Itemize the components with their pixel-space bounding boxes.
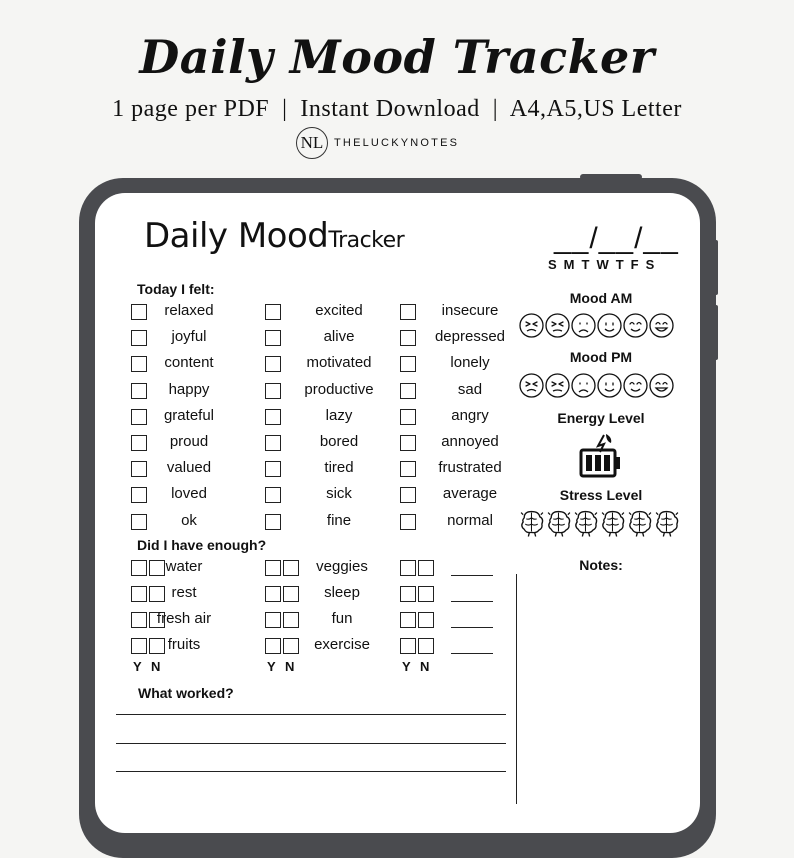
feeling-checkbox[interactable] <box>265 330 281 346</box>
date-field[interactable]: __/__/__ <box>554 222 679 255</box>
feeling-checkbox[interactable] <box>265 304 281 320</box>
mood-pm-label: Mood PM <box>569 349 633 365</box>
yes-column-label: Y <box>267 659 276 674</box>
enough-yes-checkbox[interactable] <box>265 560 281 576</box>
feeling-label: angry <box>451 407 489 424</box>
feeling-label: lonely <box>450 354 490 371</box>
no-column-label: N <box>420 659 430 674</box>
enough-label: exercise <box>314 636 370 653</box>
sad-face-icon[interactable] <box>571 373 596 398</box>
feeling-label: tired <box>324 459 354 476</box>
custom-item-blank[interactable] <box>451 627 493 628</box>
feeling-label: alive <box>323 328 355 345</box>
feeling-checkbox[interactable] <box>400 461 416 477</box>
energy-label: Energy Level <box>557 410 645 426</box>
sad-face-icon[interactable] <box>571 313 596 338</box>
feeling-checkbox[interactable] <box>265 409 281 425</box>
brain-icon[interactable] <box>519 508 545 538</box>
sheet-title: Daily MoodTracker <box>144 216 405 256</box>
very-happy-face-icon[interactable] <box>649 373 674 398</box>
feeling-label: average <box>442 485 498 502</box>
enough-label: fresh air <box>156 610 212 627</box>
feeling-label: content <box>164 354 214 371</box>
feeling-checkbox[interactable] <box>400 304 416 320</box>
no-column-label: N <box>285 659 295 674</box>
feeling-label: bored <box>319 433 359 450</box>
feeling-label: insecure <box>441 302 499 319</box>
feeling-label: lazy <box>325 407 353 424</box>
feeling-label: motivated <box>306 354 372 371</box>
feeling-label: annoyed <box>441 433 499 450</box>
feeling-label: grateful <box>163 407 215 424</box>
feeling-label: depressed <box>434 328 506 345</box>
enough-yes-checkbox[interactable] <box>400 586 416 602</box>
enough-no-checkbox[interactable] <box>418 638 434 654</box>
no-column-label: N <box>151 659 161 674</box>
mood-am-label: Mood AM <box>569 290 633 306</box>
brain-icon[interactable] <box>627 508 653 538</box>
enough-yes-checkbox[interactable] <box>400 560 416 576</box>
mood-pm-faces <box>519 373 674 398</box>
enough-yes-checkbox[interactable] <box>265 586 281 602</box>
enough-no-checkbox[interactable] <box>418 560 434 576</box>
brain-icon[interactable] <box>546 508 572 538</box>
stress-scale <box>519 508 680 538</box>
enough-label: sleep <box>324 584 360 601</box>
enough-label: fun <box>331 610 353 627</box>
feeling-checkbox[interactable] <box>400 487 416 503</box>
feeling-label: excited <box>315 302 363 319</box>
worked-line[interactable] <box>116 743 506 744</box>
brain-icon[interactable] <box>573 508 599 538</box>
feeling-label: proud <box>169 433 209 450</box>
brand <box>296 127 459 159</box>
enough-label: fruits <box>167 636 201 653</box>
frustrated-face-icon[interactable] <box>545 313 570 338</box>
brain-icon[interactable] <box>654 508 680 538</box>
feeling-label: happy <box>168 381 210 398</box>
notes-label: Notes: <box>579 557 623 573</box>
tablet-side-button <box>713 240 718 295</box>
angry-face-icon[interactable] <box>519 313 544 338</box>
feeling-label: fine <box>326 512 352 529</box>
enough-yes-checkbox[interactable] <box>265 612 281 628</box>
feeling-label: joyful <box>171 328 207 345</box>
feeling-label: sad <box>457 381 483 398</box>
feeling-checkbox[interactable] <box>400 383 416 399</box>
feeling-checkbox[interactable] <box>400 356 416 372</box>
enough-label: rest <box>171 584 197 601</box>
feeling-checkbox[interactable] <box>265 356 281 372</box>
enough-no-checkbox[interactable] <box>418 586 434 602</box>
feeling-label: frustrated <box>438 459 502 476</box>
page-title: Daily Mood Tracker <box>139 30 655 84</box>
enough-yes-checkbox[interactable] <box>400 638 416 654</box>
feeling-checkbox[interactable] <box>265 487 281 503</box>
yes-column-label: Y <box>133 659 142 674</box>
feeling-checkbox[interactable] <box>265 383 281 399</box>
brain-icon[interactable] <box>600 508 626 538</box>
feeling-label: valued <box>166 459 212 476</box>
battery-icon[interactable] <box>578 432 624 482</box>
feeling-label: loved <box>171 485 207 502</box>
enough-label: water <box>165 558 203 575</box>
worked-label: What worked? <box>138 685 234 701</box>
worked-line[interactable] <box>116 771 506 772</box>
custom-item-blank[interactable] <box>451 601 493 602</box>
enough-no-checkbox[interactable] <box>418 612 434 628</box>
feeling-checkbox[interactable] <box>400 514 416 530</box>
tablet-side-button <box>713 305 718 360</box>
feeling-checkbox[interactable] <box>400 330 416 346</box>
feeling-checkbox[interactable] <box>400 409 416 425</box>
custom-item-blank[interactable] <box>451 575 493 576</box>
stress-label: Stress Level <box>559 487 643 503</box>
brand-logo-icon: NL <box>296 127 328 159</box>
notes-divider <box>516 574 517 804</box>
feeling-label: productive <box>304 381 374 398</box>
happy-face-icon[interactable] <box>623 313 648 338</box>
brand-name: THELUCKYNOTES <box>334 137 460 149</box>
enough-yes-checkbox[interactable] <box>265 638 281 654</box>
feeling-checkbox[interactable] <box>400 435 416 451</box>
mood-am-faces <box>519 313 674 338</box>
enough-label: veggies <box>316 558 368 575</box>
feeling-checkbox[interactable] <box>265 435 281 451</box>
custom-item-blank[interactable] <box>451 653 493 654</box>
very-happy-face-icon[interactable] <box>649 313 674 338</box>
weekday-selector[interactable]: SMTWTFS <box>548 257 662 272</box>
enough-yes-checkbox[interactable] <box>400 612 416 628</box>
enough-label: Did I have enough? <box>137 537 267 553</box>
neutral-face-icon[interactable] <box>597 313 622 338</box>
tablet-top-button <box>580 174 642 180</box>
feeling-checkbox[interactable] <box>265 461 281 477</box>
feeling-label: sick <box>326 485 352 502</box>
today-label: Today I felt: <box>137 281 215 297</box>
page-subtitle: 1 page per PDF | Instant Download | A4,A5,US Letter <box>112 96 682 122</box>
feeling-label: relaxed <box>164 302 214 319</box>
happy-face-icon[interactable] <box>623 373 648 398</box>
yes-column-label: Y <box>402 659 411 674</box>
worked-line[interactable] <box>116 714 506 715</box>
feeling-label: normal <box>447 512 493 529</box>
frustrated-face-icon[interactable] <box>545 373 570 398</box>
feeling-checkbox[interactable] <box>265 514 281 530</box>
feeling-label: ok <box>181 512 197 529</box>
neutral-face-icon[interactable] <box>597 373 622 398</box>
angry-face-icon[interactable] <box>519 373 544 398</box>
